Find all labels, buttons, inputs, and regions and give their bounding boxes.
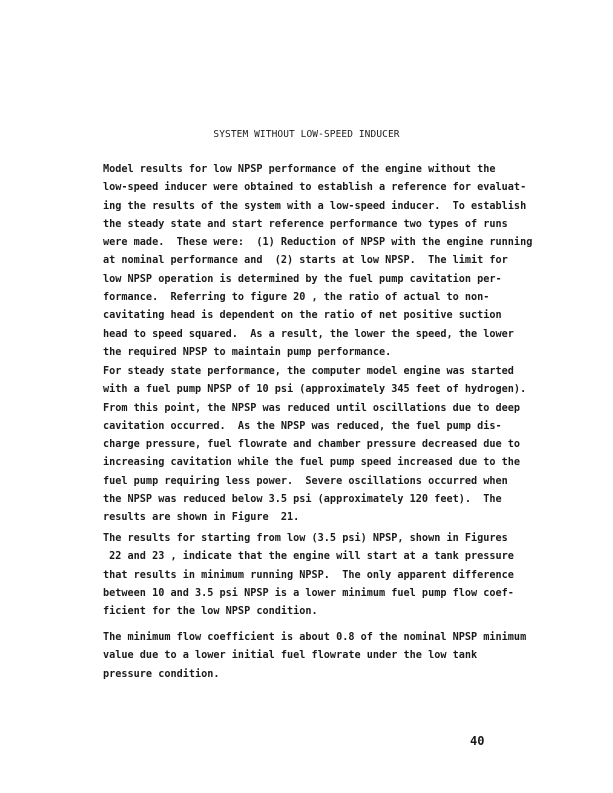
text-line: ficient for the low NPSP condition.: [103, 606, 318, 618]
text-line: the steady state and start reference performance two types of runs: [103, 218, 508, 230]
paragraph-2: [103, 363, 526, 528]
text-line: the NPSP was reduced below 3.5 psi (approximately 120 feet). The: [103, 494, 502, 506]
text-line: Model results for low NPSP performance of the engine without the: [103, 164, 496, 175]
text-line: 22 and 23 , indicate that the engine will start at a tank pressure: [103, 551, 514, 563]
text-line: ing the results of the system with a low-speed inducer. To establish: [103, 200, 527, 212]
text-line: For steady state performance, the computer model engine was started: [103, 366, 514, 377]
text-line: at nominal performance and (2) starts at low NPSP. The limit for: [103, 255, 508, 267]
text-line: charge pressure, fuel flowrate and chamber pressure decreased due to: [103, 439, 521, 451]
text-line: The results for starting from low (3.5 psi) NPSP, shown in Figures: [103, 533, 508, 544]
text-line: pressure condition.: [103, 668, 220, 680]
text-line: formance. Referring to figure 20 , the ratio of actual to non-: [103, 292, 490, 304]
text-line: that results in minimum running NPSP. The only apparent difference: [103, 569, 514, 581]
text-line: cavitating head is dependent on the ratio of net positive suction: [103, 310, 502, 322]
paragraph-1: [103, 161, 532, 362]
text-line: value due to a lower initial fuel flowrate under the low tank: [103, 650, 478, 662]
text-line: The minimum flow coefficient is about 0.8 of the nominal NPSP minimum: [103, 632, 527, 643]
text-line: with a fuel pump NPSP of 10 psi (approximately 345 feet of hydrogen).: [103, 384, 527, 396]
text-line: low NPSP operation is determined by the fuel pump cavitation per-: [103, 273, 502, 285]
page-number: 40: [470, 734, 485, 748]
text-line: low-speed inducer were obtained to establish a reference for evaluat-: [103, 182, 527, 194]
text-line: increasing cavitation while the fuel pump speed increased due to the: [103, 457, 521, 469]
text-line: the required NPSP to maintain pump performance.: [103, 346, 392, 358]
text-line: were made. These were: (1) Reduction of NPSP with the engine running: [103, 237, 533, 249]
text-line: fuel pump requiring less power. Severe oscillations occurred when: [103, 475, 508, 487]
text-line: cavitation occurred. As the NPSP was reduced, the fuel pump dis-: [103, 420, 502, 432]
text-line: between 10 and 3.5 psi NPSP is a lower minimum fuel pump flow coef-: [103, 587, 514, 599]
paragraph-3: [103, 530, 514, 621]
text-line: From this point, the NPSP was reduced until oscillations due to deep: [103, 402, 521, 414]
section-title: SYSTEM WITHOUT LOW-SPEED INDUCER: [213, 129, 400, 140]
text-line: results are shown in Figure 21.: [103, 512, 300, 524]
text-line: head to speed squared. As a result, the lower the speed, the lower: [103, 328, 514, 340]
paragraph-4: [103, 629, 526, 684]
